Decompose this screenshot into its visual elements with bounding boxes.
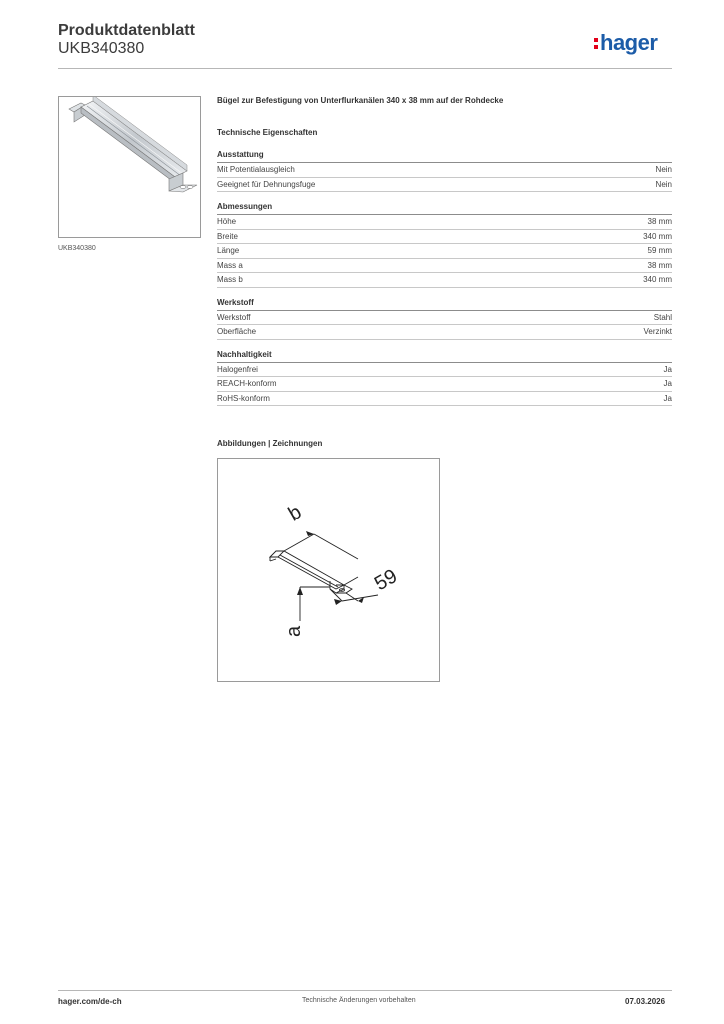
spec-label: Mass b	[217, 275, 243, 284]
spec-label: Mass a	[217, 260, 243, 270]
spec-value: Nein	[655, 179, 672, 189]
section-nachhaltigkeit	[217, 350, 672, 407]
header-divider	[58, 68, 672, 69]
spec-value: 340 mm	[643, 275, 672, 284]
section-title: Werkstoff	[217, 298, 672, 311]
spec-label: Länge	[217, 246, 240, 255]
spec-row	[217, 244, 672, 259]
drawings-title: Abbildungen | Zeichnungen	[217, 439, 323, 448]
spec-label: Geeignet für Dehnungsfuge	[217, 179, 316, 189]
spec-row	[217, 392, 672, 407]
spec-label: Höhe	[217, 217, 237, 226]
logo-text: hager	[600, 30, 658, 55]
section-abmessungen	[217, 202, 672, 288]
footer-divider	[58, 990, 672, 991]
spec-row	[217, 377, 672, 392]
footer-date: 07.03.2026	[625, 997, 666, 1006]
spec-value: 38 mm	[647, 260, 672, 270]
spec-value: Stahl	[653, 312, 672, 322]
spec-row	[217, 230, 672, 245]
technical-properties-title: Technische Eigenschaften	[217, 128, 318, 137]
product-description: Bügel zur Befestigung von Unterflurkanälen 340 x 38 mm auf der Rohdecke	[217, 96, 504, 105]
spec-row	[217, 178, 672, 193]
spec-row	[217, 311, 672, 326]
spec-value: Ja	[663, 379, 672, 388]
spec-label: Mit Potentialausgleich	[217, 165, 295, 174]
spec-label: Werkstoff	[217, 312, 251, 322]
spec-row	[217, 163, 672, 178]
spec-label: REACH-konform	[217, 379, 277, 388]
footer-note: Technische Änderungen vorbehalten	[302, 997, 416, 1004]
dimension-label-a: a	[283, 625, 305, 637]
dimension-label-b: b	[284, 501, 306, 526]
spec-value: 38 mm	[647, 217, 672, 226]
spec-row	[217, 215, 672, 230]
spec-row	[217, 259, 672, 274]
spec-value: 340 mm	[643, 231, 672, 241]
product-image-caption: UKB340380	[58, 245, 96, 252]
section-ausstattung	[217, 150, 672, 192]
spec-value: 59 mm	[647, 246, 672, 255]
dimension-drawing	[218, 459, 439, 681]
page-title: Produktdatenblatt	[58, 22, 195, 39]
logo-dots-icon	[594, 38, 598, 49]
product-details	[217, 96, 672, 406]
product-image	[58, 96, 201, 238]
technical-drawing	[217, 458, 440, 682]
section-title: Ausstattung	[217, 150, 672, 163]
section-title: Abmessungen	[217, 202, 672, 215]
spec-row	[217, 273, 672, 288]
spec-row	[217, 325, 672, 340]
spec-row	[217, 363, 672, 378]
dimension-label-59: 59	[370, 565, 402, 596]
bracket-illustration	[59, 97, 200, 237]
section-title: Nachhaltigkeit	[217, 350, 672, 363]
section-werkstoff	[217, 298, 672, 340]
spec-label: RoHS-konform	[217, 393, 270, 403]
spec-value: Ja	[663, 364, 672, 374]
product-code: UKB340380	[58, 40, 145, 57]
hager-logo[interactable]	[594, 30, 657, 56]
spec-value: Ja	[663, 393, 672, 403]
spec-label: Halogenfrei	[217, 364, 258, 374]
spec-value: Verzinkt	[643, 327, 672, 336]
footer-website-link[interactable]: hager.com/de-ch	[58, 997, 122, 1006]
spec-label: Oberfläche	[217, 327, 257, 336]
spec-label: Breite	[217, 231, 238, 241]
spec-value: Nein	[655, 165, 672, 174]
